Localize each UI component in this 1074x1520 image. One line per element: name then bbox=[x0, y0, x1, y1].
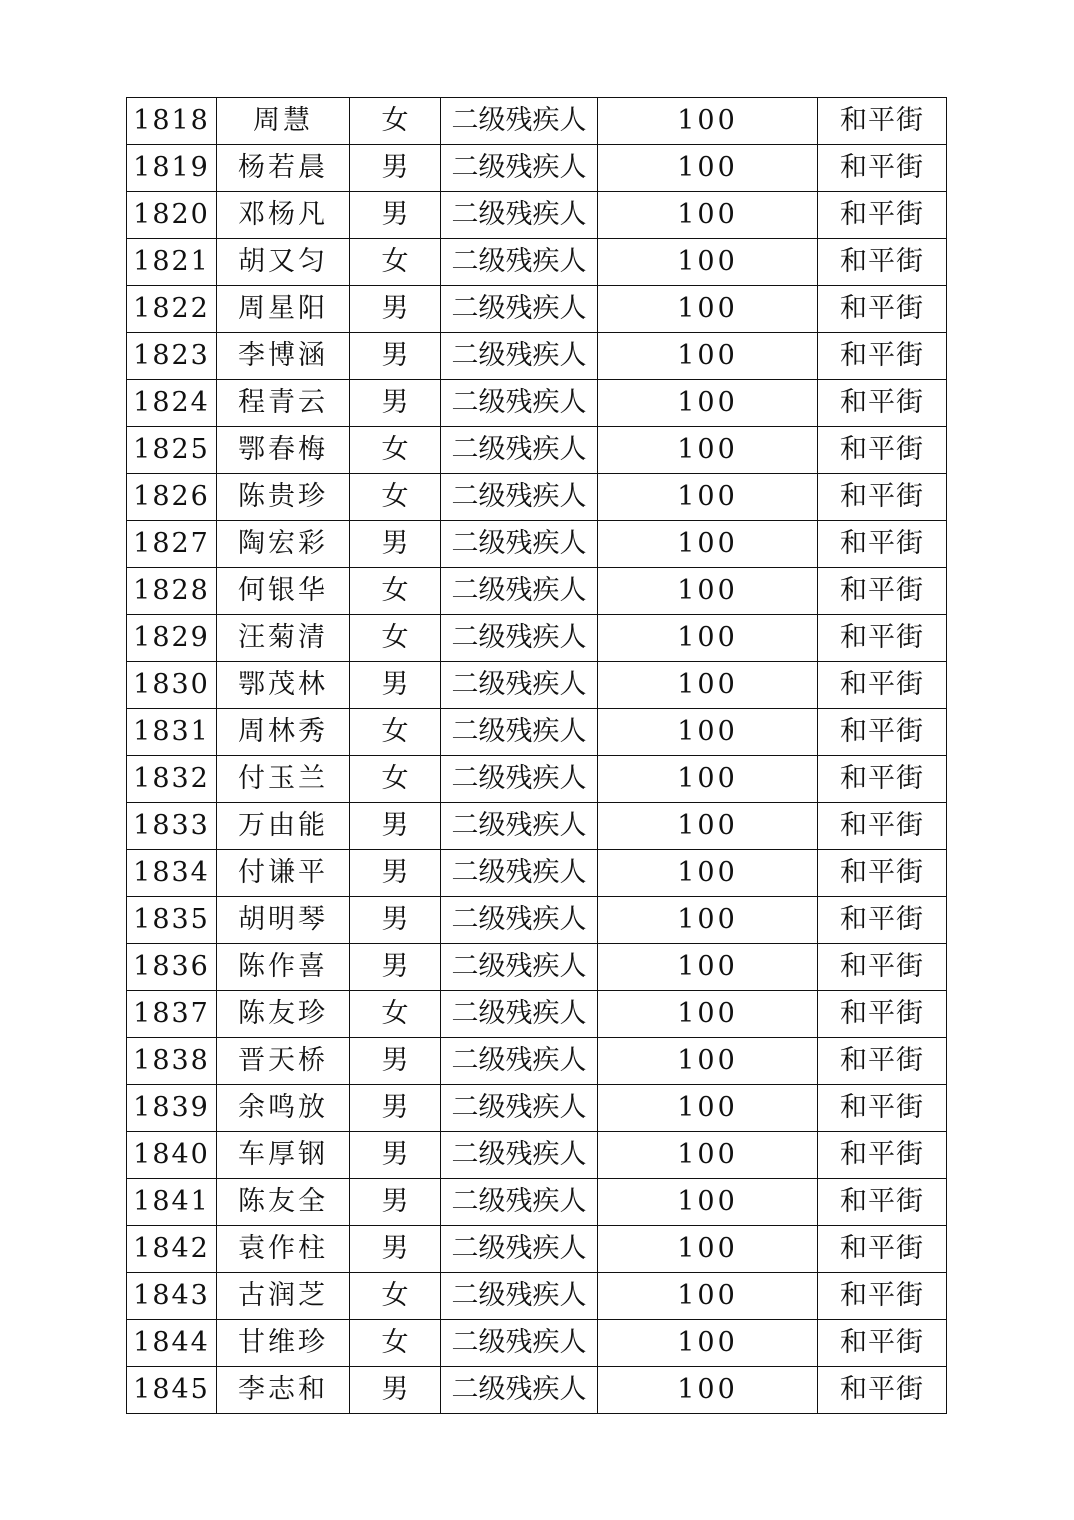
row-number-cell: 1844 bbox=[127, 1320, 217, 1367]
gender-cell: 男 bbox=[350, 944, 441, 991]
table-row bbox=[127, 1132, 947, 1179]
disability-level-cell: 二级残疾人 bbox=[441, 333, 598, 380]
table-row bbox=[127, 98, 947, 145]
name-cell: 李博涵 bbox=[217, 333, 350, 380]
street-cell: 和平街 bbox=[818, 1226, 947, 1273]
gender-cell: 男 bbox=[350, 803, 441, 850]
disability-level-cell: 二级残疾人 bbox=[441, 615, 598, 662]
street-cell: 和平街 bbox=[818, 239, 947, 286]
row-number-cell: 1836 bbox=[127, 944, 217, 991]
name-cell: 鄂春梅 bbox=[217, 427, 350, 474]
disability-level-cell: 二级残疾人 bbox=[441, 1320, 598, 1367]
amount-cell: 100 bbox=[598, 474, 818, 521]
name-cell: 甘维珍 bbox=[217, 1320, 350, 1367]
table-row bbox=[127, 286, 947, 333]
row-number-cell: 1839 bbox=[127, 1085, 217, 1132]
disability-level-cell: 二级残疾人 bbox=[441, 286, 598, 333]
amount-cell: 100 bbox=[598, 380, 818, 427]
row-number-cell: 1842 bbox=[127, 1226, 217, 1273]
table-row bbox=[127, 709, 947, 756]
name-cell: 胡又匀 bbox=[217, 239, 350, 286]
disability-level-cell: 二级残疾人 bbox=[441, 1132, 598, 1179]
table-row bbox=[127, 615, 947, 662]
disability-level-cell: 二级残疾人 bbox=[441, 521, 598, 568]
amount-cell: 100 bbox=[598, 145, 818, 192]
street-cell: 和平街 bbox=[818, 1179, 947, 1226]
row-number-cell: 1843 bbox=[127, 1273, 217, 1320]
disability-level-cell: 二级残疾人 bbox=[441, 1226, 598, 1273]
name-cell: 程青云 bbox=[217, 380, 350, 427]
table-row bbox=[127, 1226, 947, 1273]
disability-level-cell: 二级残疾人 bbox=[441, 991, 598, 1038]
row-number-cell: 1827 bbox=[127, 521, 217, 568]
gender-cell: 男 bbox=[350, 897, 441, 944]
disability-level-cell: 二级残疾人 bbox=[441, 1273, 598, 1320]
table-row bbox=[127, 521, 947, 568]
gender-cell: 男 bbox=[350, 286, 441, 333]
gender-cell: 男 bbox=[350, 192, 441, 239]
gender-cell: 男 bbox=[350, 1085, 441, 1132]
street-cell: 和平街 bbox=[818, 380, 947, 427]
gender-cell: 女 bbox=[350, 98, 441, 145]
street-cell: 和平街 bbox=[818, 474, 947, 521]
table-row bbox=[127, 1273, 947, 1320]
street-cell: 和平街 bbox=[818, 662, 947, 709]
name-cell: 晋天桥 bbox=[217, 1038, 350, 1085]
row-number-cell: 1841 bbox=[127, 1179, 217, 1226]
amount-cell: 100 bbox=[598, 333, 818, 380]
name-cell: 陈友珍 bbox=[217, 991, 350, 1038]
row-number-cell: 1822 bbox=[127, 286, 217, 333]
name-cell: 邓杨凡 bbox=[217, 192, 350, 239]
gender-cell: 男 bbox=[350, 662, 441, 709]
amount-cell: 100 bbox=[598, 615, 818, 662]
table-row bbox=[127, 1320, 947, 1367]
table-row bbox=[127, 568, 947, 615]
gender-cell: 女 bbox=[350, 239, 441, 286]
gender-cell: 男 bbox=[350, 850, 441, 897]
street-cell: 和平街 bbox=[818, 333, 947, 380]
name-cell: 袁作柱 bbox=[217, 1226, 350, 1273]
street-cell: 和平街 bbox=[818, 427, 947, 474]
table-row bbox=[127, 239, 947, 286]
row-number-cell: 1818 bbox=[127, 98, 217, 145]
amount-cell: 100 bbox=[598, 427, 818, 474]
gender-cell: 男 bbox=[350, 333, 441, 380]
street-cell: 和平街 bbox=[818, 850, 947, 897]
amount-cell: 100 bbox=[598, 1038, 818, 1085]
table-row bbox=[127, 427, 947, 474]
disability-level-cell: 二级残疾人 bbox=[441, 474, 598, 521]
row-number-cell: 1828 bbox=[127, 568, 217, 615]
table-row bbox=[127, 380, 947, 427]
name-cell: 李志和 bbox=[217, 1367, 350, 1414]
row-number-cell: 1845 bbox=[127, 1367, 217, 1414]
amount-cell: 100 bbox=[598, 192, 818, 239]
amount-cell: 100 bbox=[598, 991, 818, 1038]
amount-cell: 100 bbox=[598, 944, 818, 991]
name-cell: 周慧 bbox=[217, 98, 350, 145]
street-cell: 和平街 bbox=[818, 1038, 947, 1085]
amount-cell: 100 bbox=[598, 1179, 818, 1226]
row-number-cell: 1829 bbox=[127, 615, 217, 662]
street-cell: 和平街 bbox=[818, 897, 947, 944]
amount-cell: 100 bbox=[598, 521, 818, 568]
table-row bbox=[127, 474, 947, 521]
street-cell: 和平街 bbox=[818, 1273, 947, 1320]
amount-cell: 100 bbox=[598, 1367, 818, 1414]
table-row bbox=[127, 756, 947, 803]
row-number-cell: 1837 bbox=[127, 991, 217, 1038]
name-cell: 陈作喜 bbox=[217, 944, 350, 991]
table-row bbox=[127, 1085, 947, 1132]
table-row bbox=[127, 333, 947, 380]
disability-level-cell: 二级残疾人 bbox=[441, 756, 598, 803]
subsidy-table bbox=[126, 97, 947, 1414]
street-cell: 和平街 bbox=[818, 98, 947, 145]
amount-cell: 100 bbox=[598, 1085, 818, 1132]
street-cell: 和平街 bbox=[818, 756, 947, 803]
disability-level-cell: 二级残疾人 bbox=[441, 1038, 598, 1085]
row-number-cell: 1840 bbox=[127, 1132, 217, 1179]
street-cell: 和平街 bbox=[818, 803, 947, 850]
street-cell: 和平街 bbox=[818, 944, 947, 991]
row-number-cell: 1823 bbox=[127, 333, 217, 380]
name-cell: 万由能 bbox=[217, 803, 350, 850]
table-row bbox=[127, 1038, 947, 1085]
name-cell: 车厚钢 bbox=[217, 1132, 350, 1179]
gender-cell: 女 bbox=[350, 1273, 441, 1320]
name-cell: 汪菊清 bbox=[217, 615, 350, 662]
disability-level-cell: 二级残疾人 bbox=[441, 897, 598, 944]
disability-level-cell: 二级残疾人 bbox=[441, 944, 598, 991]
row-number-cell: 1820 bbox=[127, 192, 217, 239]
name-cell: 杨若晨 bbox=[217, 145, 350, 192]
table-row bbox=[127, 662, 947, 709]
table-row bbox=[127, 991, 947, 1038]
amount-cell: 100 bbox=[598, 850, 818, 897]
amount-cell: 100 bbox=[598, 897, 818, 944]
table-row bbox=[127, 1179, 947, 1226]
row-number-cell: 1833 bbox=[127, 803, 217, 850]
amount-cell: 100 bbox=[598, 1226, 818, 1273]
amount-cell: 100 bbox=[598, 756, 818, 803]
street-cell: 和平街 bbox=[818, 709, 947, 756]
amount-cell: 100 bbox=[598, 1273, 818, 1320]
row-number-cell: 1826 bbox=[127, 474, 217, 521]
disability-level-cell: 二级残疾人 bbox=[441, 239, 598, 286]
amount-cell: 100 bbox=[598, 803, 818, 850]
row-number-cell: 1834 bbox=[127, 850, 217, 897]
table-row bbox=[127, 145, 947, 192]
table-row bbox=[127, 1367, 947, 1414]
street-cell: 和平街 bbox=[818, 1320, 947, 1367]
disability-level-cell: 二级残疾人 bbox=[441, 803, 598, 850]
gender-cell: 男 bbox=[350, 1179, 441, 1226]
gender-cell: 男 bbox=[350, 1226, 441, 1273]
gender-cell: 男 bbox=[350, 1038, 441, 1085]
street-cell: 和平街 bbox=[818, 286, 947, 333]
row-number-cell: 1831 bbox=[127, 709, 217, 756]
table-row bbox=[127, 897, 947, 944]
name-cell: 陶宏彩 bbox=[217, 521, 350, 568]
disability-level-cell: 二级残疾人 bbox=[441, 380, 598, 427]
gender-cell: 女 bbox=[350, 1320, 441, 1367]
street-cell: 和平街 bbox=[818, 1085, 947, 1132]
disability-level-cell: 二级残疾人 bbox=[441, 98, 598, 145]
street-cell: 和平街 bbox=[818, 568, 947, 615]
table-body bbox=[127, 98, 947, 1414]
street-cell: 和平街 bbox=[818, 615, 947, 662]
gender-cell: 女 bbox=[350, 756, 441, 803]
table-row bbox=[127, 944, 947, 991]
row-number-cell: 1819 bbox=[127, 145, 217, 192]
street-cell: 和平街 bbox=[818, 521, 947, 568]
disability-level-cell: 二级残疾人 bbox=[441, 662, 598, 709]
row-number-cell: 1835 bbox=[127, 897, 217, 944]
row-number-cell: 1838 bbox=[127, 1038, 217, 1085]
gender-cell: 女 bbox=[350, 474, 441, 521]
row-number-cell: 1830 bbox=[127, 662, 217, 709]
street-cell: 和平街 bbox=[818, 1367, 947, 1414]
disability-level-cell: 二级残疾人 bbox=[441, 145, 598, 192]
disability-level-cell: 二级残疾人 bbox=[441, 1367, 598, 1414]
name-cell: 何银华 bbox=[217, 568, 350, 615]
name-cell: 付玉兰 bbox=[217, 756, 350, 803]
gender-cell: 男 bbox=[350, 1132, 441, 1179]
table-row bbox=[127, 192, 947, 239]
street-cell: 和平街 bbox=[818, 145, 947, 192]
gender-cell: 女 bbox=[350, 709, 441, 756]
row-number-cell: 1821 bbox=[127, 239, 217, 286]
disability-level-cell: 二级残疾人 bbox=[441, 1085, 598, 1132]
gender-cell: 女 bbox=[350, 568, 441, 615]
name-cell: 周林秀 bbox=[217, 709, 350, 756]
gender-cell: 女 bbox=[350, 991, 441, 1038]
amount-cell: 100 bbox=[598, 1320, 818, 1367]
gender-cell: 女 bbox=[350, 615, 441, 662]
disability-level-cell: 二级残疾人 bbox=[441, 1179, 598, 1226]
row-number-cell: 1832 bbox=[127, 756, 217, 803]
street-cell: 和平街 bbox=[818, 991, 947, 1038]
name-cell: 周星阳 bbox=[217, 286, 350, 333]
amount-cell: 100 bbox=[598, 662, 818, 709]
gender-cell: 男 bbox=[350, 521, 441, 568]
row-number-cell: 1824 bbox=[127, 380, 217, 427]
gender-cell: 男 bbox=[350, 380, 441, 427]
disability-level-cell: 二级残疾人 bbox=[441, 427, 598, 474]
amount-cell: 100 bbox=[598, 568, 818, 615]
gender-cell: 男 bbox=[350, 1367, 441, 1414]
disability-level-cell: 二级残疾人 bbox=[441, 192, 598, 239]
amount-cell: 100 bbox=[598, 709, 818, 756]
amount-cell: 100 bbox=[598, 239, 818, 286]
name-cell: 古润芝 bbox=[217, 1273, 350, 1320]
table-row bbox=[127, 850, 947, 897]
row-number-cell: 1825 bbox=[127, 427, 217, 474]
street-cell: 和平街 bbox=[818, 1132, 947, 1179]
name-cell: 鄂茂林 bbox=[217, 662, 350, 709]
name-cell: 余鸣放 bbox=[217, 1085, 350, 1132]
name-cell: 付谦平 bbox=[217, 850, 350, 897]
disability-level-cell: 二级残疾人 bbox=[441, 709, 598, 756]
street-cell: 和平街 bbox=[818, 192, 947, 239]
name-cell: 陈贵珍 bbox=[217, 474, 350, 521]
amount-cell: 100 bbox=[598, 286, 818, 333]
amount-cell: 100 bbox=[598, 1132, 818, 1179]
name-cell: 胡明琴 bbox=[217, 897, 350, 944]
gender-cell: 女 bbox=[350, 427, 441, 474]
table-row bbox=[127, 803, 947, 850]
amount-cell: 100 bbox=[598, 98, 818, 145]
name-cell: 陈友全 bbox=[217, 1179, 350, 1226]
disability-level-cell: 二级残疾人 bbox=[441, 850, 598, 897]
disability-level-cell: 二级残疾人 bbox=[441, 568, 598, 615]
gender-cell: 男 bbox=[350, 145, 441, 192]
